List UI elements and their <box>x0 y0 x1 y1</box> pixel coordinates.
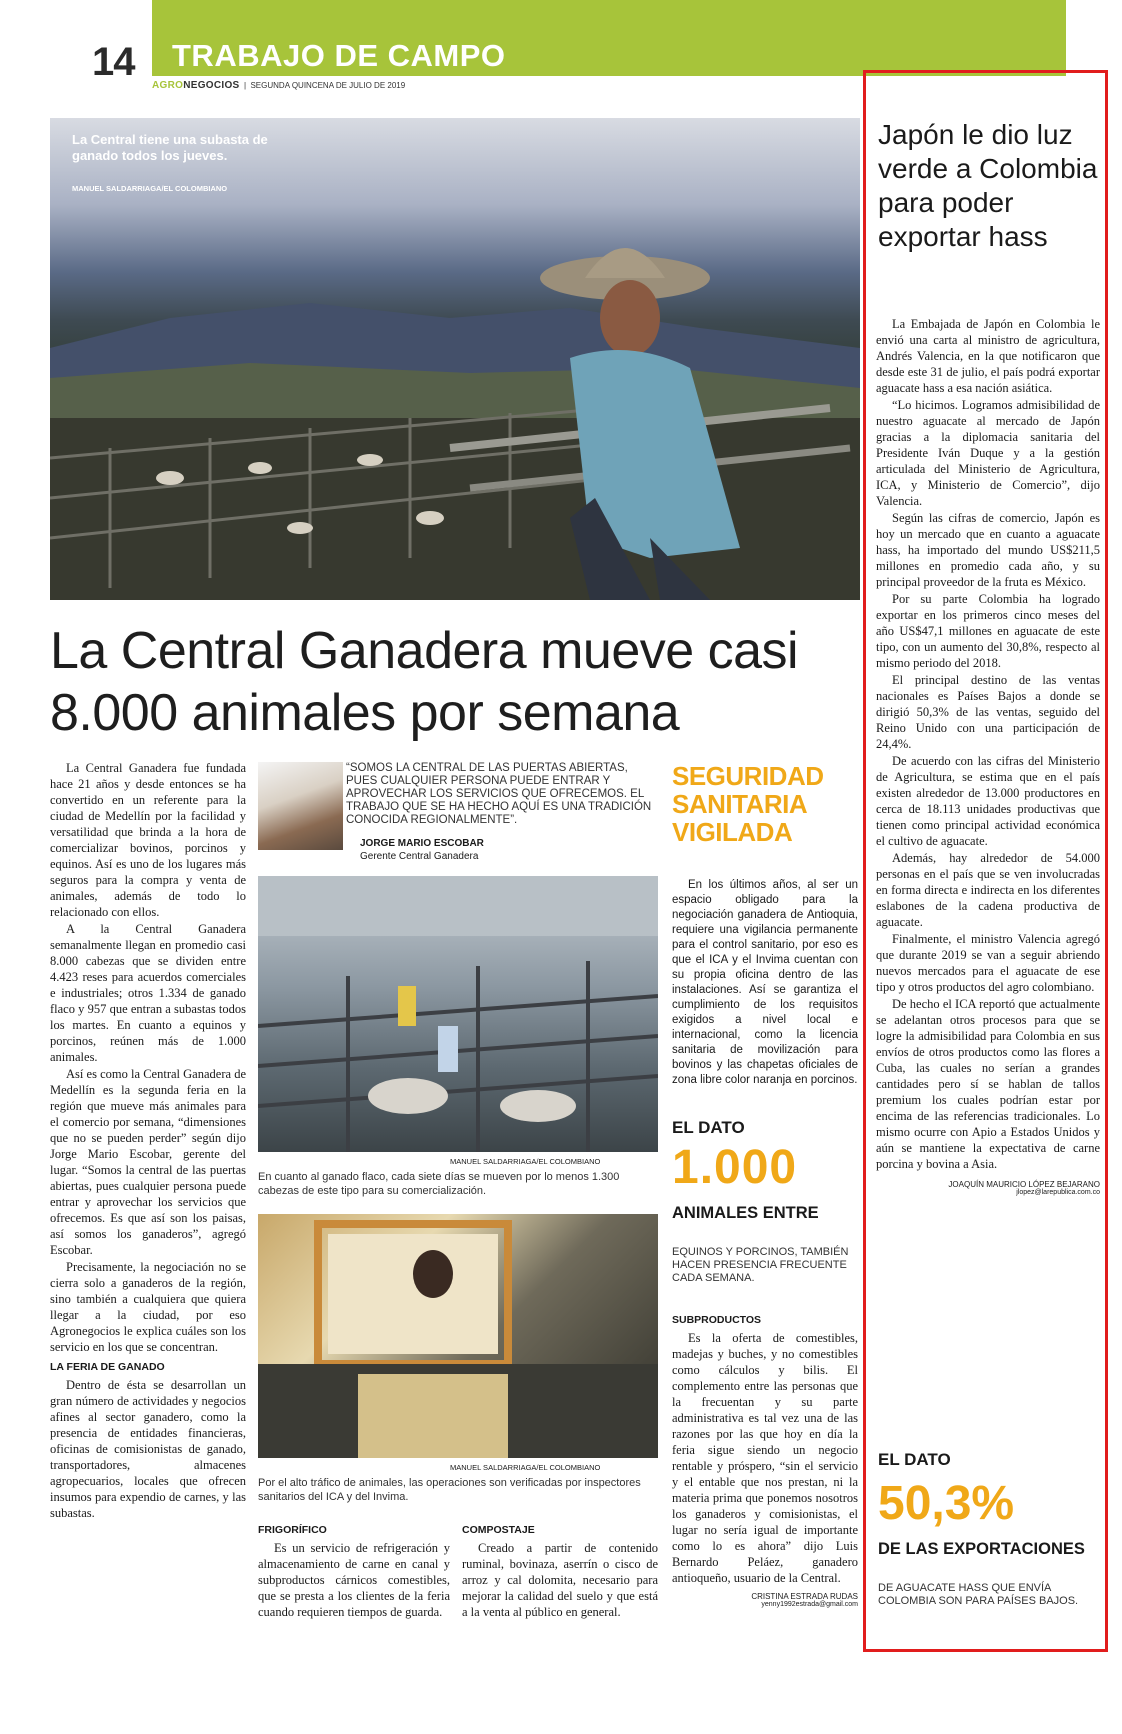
hero-credit: MANUEL SALDARRIAGA/EL COLOMBIANO <box>72 184 228 193</box>
main-headline: La Central Ganadera mueve casi 8.000 animales por semana <box>50 622 799 742</box>
main-paragraph: Precisamente, la negociación no se cierra solo a ganaderos de la región, sino también a cualquiera que quiera llegar a la ciudad, por eso Agronegocios le explica cuáles son los servicio en los que se concentran. <box>50 1260 246 1354</box>
dato-description: EQUINOS Y PORCINOS, TAMBIÉN HACEN PRESENCIA FRECUENTE CADA SEMANA. <box>672 1246 849 1284</box>
compostaje-heading: COMPOSTAJE <box>462 1524 535 1536</box>
frigorifico-heading: FRIGORÍFICO <box>258 1524 327 1536</box>
feria-text: Dentro de ésta se desarrollan un gran número de actividades y negocios afines al sector ganadero, como la presencia de entidades financieras, oficinas de comisionistas de ganado, transportadores, almacenes agropecuarios, locales que ofrecen insumos para expendio de carnes, y las subastas. <box>50 1378 246 1520</box>
main-article-column-1 <box>50 760 246 1522</box>
publication-line: AGRONEGOCIOS | SEGUNDA QUINCENA DE JULIO DE 2019 <box>152 80 406 91</box>
hero-photo <box>50 118 860 600</box>
feria-heading: LA FERIA DE GANADO <box>50 1361 165 1373</box>
dato-value: 1.000 <box>672 1141 798 1194</box>
right-paragraph: “Lo hicimos. Logramos admisibilidad de nuestro aguacate al mercado de Japón gracias a la diplomacia sanitaria del Presidente Iván Duque y a la gestión articulada del Ministerio de Agricultura, ICA, y Ministerio de Comercio”, dijo Valencia. <box>876 398 1100 508</box>
publication-name-b: NEGOCIOS <box>183 80 240 91</box>
quote-name: JORGE MARIO ESCOBAR <box>360 838 484 849</box>
right-paragraph: La Embajada de Japón en Colombia le envió una carta al ministro de agricultura, Andrés Valencia, en la que notificaron que desde este 31 de julio, el país podrá exportar aguacate hass a esa nación asiática. <box>876 317 1100 395</box>
right-dato-description: DE AGUACATE HASS QUE ENVÍA COLOMBIA SON PARA PAÍSES BAJOS. <box>878 1582 1079 1607</box>
portrait-photo <box>258 762 343 850</box>
photo3-credit: MANUEL SALDARRIAGA/EL COLOMBIANO <box>450 1463 601 1472</box>
sidebar-byline-email: yenny1992estrada@gmail.com <box>761 1601 858 1608</box>
quote-role: Gerente Central Ganadera <box>360 851 479 862</box>
right-paragraph: Finalmente, el ministro Valencia agregó que durante 2019 se van a seguir abriendo nuevos mercados para el aguacate de ese tipo y otros productos del agro colombiano. <box>876 932 1100 994</box>
subproductos-block <box>672 1308 858 1608</box>
sidebar-byline: CRISTINA ESTRADA RUDAS <box>751 1592 858 1601</box>
subproductos-text: Es la oferta de comestibles, madejas y buches, y no comestibles como cálculos y bilis. El complemento entre las personas que la frecuentan y su parte administrativa es tal vez una de las razones por las que hoy en día la feria sigue siendo un negocio rentable y próspero, “sin el servicio y el entable que nos prestan, ni la materia prima que ponemos nosotros los ganaderos y comisionistas, el lugar no sería igual de importante como lo es ahora” dijo Luis Bernardo Peláez, ganadero antioqueño, usuario de la Central. <box>672 1331 858 1585</box>
right-article-title: Japón le dio luz verde a Colombia para poder exportar hass <box>878 119 1098 252</box>
right-byline-email: jlopez@larepublica.com.co <box>1016 1189 1100 1196</box>
main-paragraph: A la Central Ganadera semanalmente llegan en promedio casi 8.000 cabezas que se dividen entre 4.423 reses para acuerdos comerciales e industriales; otros 1.334 de ganado flaco y 957 que entran a subastas todos los martes. En cuanto a equinos y porcinos, reúnen más de 1.000 animales. <box>50 922 246 1064</box>
photo2-credit: MANUEL SALDARRIAGA/EL COLOMBIANO <box>450 1157 601 1166</box>
right-dato-unit: DE LAS EXPORTACIONES <box>878 1540 1085 1558</box>
frigorifico-text: Es un servicio de refrigeración y almacenamiento de carne en canal y subproductos cárnicos comestibles, que se presta a los clientes de la feria cuando requieren tiempos de guarda. <box>258 1541 450 1619</box>
main-paragraph: Así es como la Central Ganadera de Medellín es la segunda feria en la región que mueve más animales para el comercio por semana, “dimensiones que no se pueden perder” según dijo Jorge Mario Escobar, gerente del lugar. “Somos la central de las puertas abiertas, pues cualquier persona puede entrar y aprovechar los servicios que ofrecemos. Es que así son los paisas, así somos los ganaderos”, agregó Escobar. <box>50 1067 246 1257</box>
right-paragraph: Además, hay alrededor de 54.000 personas en el país que se ven involucradas en forma directa e indirecta en los diferentes eslabones de la cadena productiva de aguacate. <box>876 851 1100 929</box>
photo2-caption: En cuanto al ganado flaco, cada siete días se mueven por lo menos 1.300 cabezas de este tipo para su comercialización. <box>258 1171 620 1197</box>
main-paragraph: La Central Ganadera fue fundada hace 21 años y desde entonces se ha convertido en un referente para la ciudad de Medellín por la facilidad y versatilidad que brinda a la hora de comercializar bovinos, porcinos y equinos. Así es uno de los lugares más seguros para la compra y venta de animales, además de todo lo relacionado con ellos. <box>50 761 246 919</box>
compostaje-block <box>462 1518 658 1621</box>
right-dato-value: 50,3% <box>878 1477 1015 1530</box>
page-number: 14 <box>92 40 135 84</box>
subproductos-heading: SUBPRODUCTOS <box>672 1314 762 1326</box>
right-paragraph: Por su parte Colombia ha logrado exportar en los primeros cinco meses del año US$47,1 millones en aguacate de este tipo, con un aumento del 30,8%, respecto al mismo periodo del 2018. <box>876 592 1100 670</box>
right-paragraph: El principal destino de las ventas nacionales es Países Bajos a donde se dirigió 50,3% de las ventas, seguido del Reino Unido con una participación de 24,4%. <box>876 673 1100 751</box>
hero-caption: La Central tiene una subasta de ganado todos los jueves. <box>72 132 268 163</box>
cattle-pen-photo <box>258 876 658 1152</box>
inspection-booth-illustration <box>258 1214 658 1458</box>
cattle-pen-illustration <box>258 876 658 1152</box>
right-paragraph: De hecho el ICA reportó que actualmente se adelantan otros procesos para que se logre la admisibilidad para Colombia en sus envíos de otros productos como las flores a Cuba, las cuales no serían a grandes cantidades pero sí se hablan de tallos premium los cuales podrían estar por encima de las referencias tradicionales. Lo mismo ocurre con Apio a Estados Unidos y aún se mantiene la expectativa de carne porcina y bovina a Asia. <box>876 997 1100 1171</box>
compostaje-text: Creado a partir de contenido ruminal, bovinaza, aserrín o cisco de arroz y cal dolomita, necesario para mejorar la calidad del suelo y que está a la venta al público en general. <box>462 1541 658 1619</box>
sidebar-text: En los últimos años, al ser un espacio obligado para la negociación ganadera de Antioquia, requiere una vigilancia permanente para el control sanitario, por eso es que el ICA y el Invima cuentan con su propia oficina dentro de las instalaciones. Así se garantiza el cumplimiento de los requisitos exigidos a nivel local e internacional, como la licencia sanitaria de movilización para bovinos y las chapetas oficiales de zona libre color naranja en porcinos. <box>672 879 858 1086</box>
right-paragraph: De acuerdo con las cifras del Ministerio de Agricultura, se estima que en el país existen alrededor de 13.000 productores en cerca de 18.113 unidades productivas que tienen como principal actividad económica el cultivo de aguacate. <box>876 754 1100 848</box>
pull-quote: “SOMOS LA CENTRAL DE LAS PUERTAS ABIERTAS, PUES CUALQUIER PERSONA PUEDE ENTRAR Y APROVECHAR LOS SERVICIOS QUE OFRECEMOS. EL TRABAJO QUE SE HA HECHO AQUÍ ES UNA TRADICIÓN CONOCIDA REGIONALMENTE”. <box>346 762 652 826</box>
right-byline: JOAQUÍN MAURICIO LÓPEZ BEJARANO <box>948 1180 1100 1189</box>
right-paragraph: Según las cifras de comercio, Japón es hoy un mercado que en cuanto a aguacate hass, ha importado del mundo US$211,5 millones en promedio cada año, y su principal proveedor de la fruta es México. <box>876 511 1100 589</box>
issue-date: SEGUNDA QUINCENA DE JULIO DE 2019 <box>250 81 406 90</box>
photo3-caption: Por el alto tráfico de animales, las operaciones son verificadas por inspectores sanitarios del ICA y del Invima. <box>258 1477 641 1503</box>
dato-unit: ANIMALES ENTRE <box>672 1204 819 1222</box>
inspection-booth-photo <box>258 1214 658 1458</box>
sidebar-title: SEGURIDAD SANITARIA VIGILADA <box>672 761 824 847</box>
section-title: TRABAJO DE CAMPO <box>172 38 506 73</box>
right-article-body <box>876 316 1100 1196</box>
right-dato-label: EL DATO <box>878 1450 951 1469</box>
dato-label: EL DATO <box>672 1118 745 1137</box>
publication-name-a: AGRO <box>152 80 184 91</box>
sidebar-text-block <box>672 878 858 1089</box>
frigorifico-block <box>258 1518 450 1621</box>
